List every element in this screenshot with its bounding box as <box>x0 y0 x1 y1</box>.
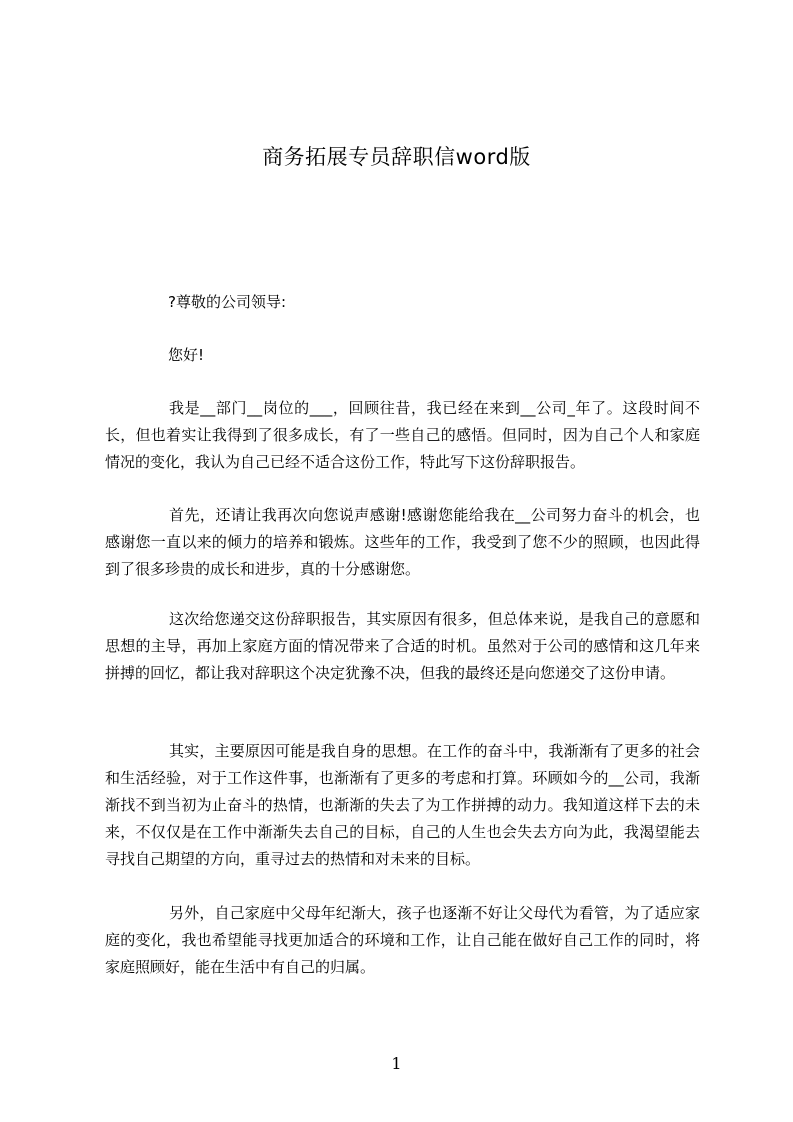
paragraph-5: 另外，自己家庭中父母年纪渐大，孩子也逐渐不好让父母代为看管，为了适应家庭的变化，我也希望能寻找更加适合的环境和工作，让自己能在做好自己工作的同时，将家庭照顾好，能在生活中有自己的归属。 <box>105 904 700 976</box>
paragraph-1: 我是__部门__岗位的___，回顾往昔，我已经在来到__公司_年了。这段时间不长，但也着实让我得到了很多成长，有了一些自己的感悟。但同时，因为自己个人和家庭情况的变化，我认为自己已经不适合这份工作，特此写下这份辞职报告。 <box>105 399 700 471</box>
paragraph-5-block <box>105 900 700 981</box>
paragraph-1-block <box>105 395 700 476</box>
paragraph-4: 其实，主要原因可能是我自身的思想。在工作的奋斗中，我渐渐有了更多的社会和生活经验，对于工作这件事，也渐渐有了更多的考虑和打算。环顾如今的__公司，我渐渐找不到当初为止奋斗的热情，也渐渐的失去了为工作拼搏的动力。我知道这样下去的未来，不仅仅是在工作中渐渐失去自己的目标，自己的人生也会失去方向为此，我渴望能去寻找自己期望的方向，重寻过去的热情和对未来的目标。 <box>105 742 700 868</box>
hello-line: 您好! <box>168 346 205 364</box>
page-number: 1 <box>391 1054 402 1073</box>
document-title: 商务拓展专员辞职信word版 <box>262 145 531 169</box>
paragraph-4-block <box>105 738 700 873</box>
paragraph-3: 这次给您递交这份辞职报告，其实原因有很多，但总体来说，是我自己的意愿和思想的主导，再加上家庭方面的情况带来了合适的时机。虽然对于公司的感情和这几年来拼搏的回忆，都让我对辞职这个决定犹豫不决，但我的最终还是向您递交了这份申请。 <box>105 610 700 682</box>
paragraph-2: 首先，还请让我再次向您说声感谢!感谢您能给我在__公司努力奋斗的机会，也感谢您一直以来的倾力的培养和锻炼。这些年的工作，我受到了您不少的照顾，也因此得到了很多珍贵的成长和进步，真的十分感谢您。 <box>105 506 700 578</box>
greeting-line: ?尊敬的公司领导: <box>168 293 287 311</box>
paragraph-2-block <box>105 502 700 583</box>
paragraph-3-block <box>105 606 700 687</box>
